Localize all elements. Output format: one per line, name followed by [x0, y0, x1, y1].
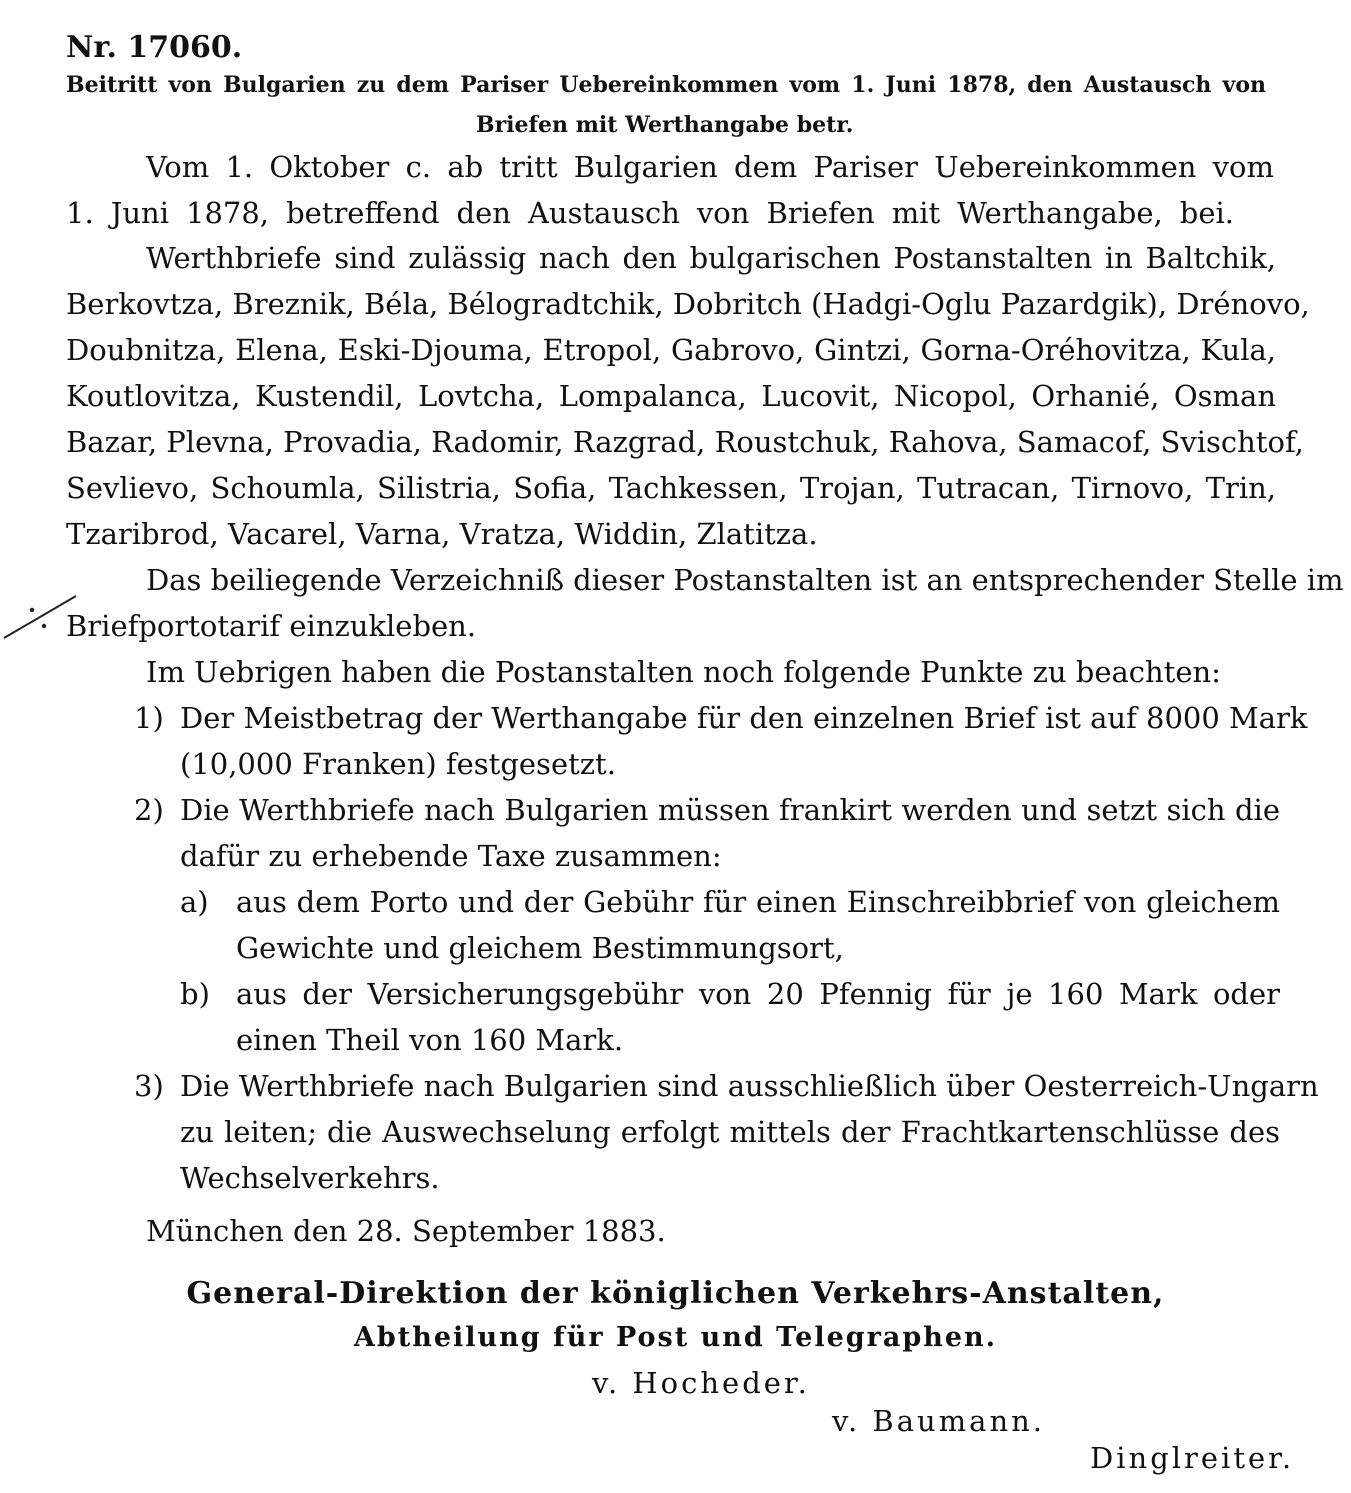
- intro-line-1: Vom 1. Oktober c. ab tritt Bulgarien dem Pariser Uebereinkommen vom: [146, 150, 1274, 184]
- sub-b-line-1: aus der Versicherungsgebühr von 20 Pfennig für je 160 Mark oder: [236, 977, 1280, 1011]
- intro-line-2: 1. Juni 1878, betreffend den Austausch von Briefen mit Werthangabe, bei.: [66, 196, 1234, 230]
- points-intro: Im Uebrigen haben die Postanstalten noch folgende Punkte zu beachten:: [146, 655, 1221, 689]
- signature-dinglreiter: Dinglreiter.: [1090, 1441, 1295, 1475]
- closing-date: München den 28. September 1883.: [146, 1214, 666, 1248]
- check-mark-icon: [0, 592, 80, 642]
- point-3-line-2: zu leiten; die Auswechselung erfolgt mittels der Frachtkartenschlüsse des: [180, 1115, 1280, 1149]
- sub-b-label: b): [180, 977, 210, 1011]
- sub-b-line-2: einen Theil von 160 Mark.: [236, 1023, 624, 1057]
- offices-line-5: Bazar, Plevna, Provadia, Radomir, Razgrad, Roustchuk, Rahova, Samacof, Svischtof,: [66, 425, 1304, 459]
- directory-line-2: Briefportotarif einzukleben.: [66, 609, 477, 643]
- point-3-number: 3): [134, 1069, 164, 1103]
- subject-line-1: Beitritt von Bulgarien zu dem Pariser Uebereinkommen vom 1. Juni 1878, den Austausch von: [66, 72, 1266, 98]
- point-2-number: 2): [134, 793, 164, 827]
- signature-hocheder: v. Hocheder.: [592, 1366, 810, 1400]
- sub-a-line-2: Gewichte und gleichem Bestimmungsort,: [236, 931, 844, 965]
- offices-line-7: Tzaribrod, Vacarel, Varna, Vratza, Widdin, Zlatitza.: [66, 517, 818, 551]
- point-2-line-2: dafür zu erhebende Taxe zusammen:: [180, 839, 722, 873]
- sub-a-label: a): [180, 885, 209, 919]
- authority-line-2: Abtheilung für Post und Telegraphen.: [353, 1322, 998, 1353]
- offices-line-1: Werthbriefe sind zulässig nach den bulgarischen Postanstalten in Baltchik,: [146, 241, 1276, 275]
- offices-line-4: Koutlovitza, Kustendil, Lovtcha, Lompalanca, Lucovit, Nicopol, Orhanié, Osman: [66, 379, 1276, 413]
- signature-baumann: v. Baumann.: [832, 1404, 1046, 1438]
- offices-line-3: Doubnitza, Elena, Eski-Djouma, Etropol, Gabrovo, Gintzi, Gorna-Oréhovitza, Kula,: [66, 333, 1276, 367]
- sub-a-line-1: aus dem Porto und der Gebühr für einen Einschreibbrief von gleichem: [236, 885, 1280, 919]
- point-1-line-1: Der Meistbetrag der Werthangabe für den einzelnen Brief ist auf 8000 Mark: [180, 701, 1308, 735]
- directory-line-1: Das beiliegende Verzeichniß dieser Postanstalten ist an entsprechender Stelle im: [146, 563, 1344, 597]
- point-1-line-2: (10,000 Franken) festgesetzt.: [180, 747, 616, 781]
- subject-line-2: Briefen mit Werthangabe betr.: [476, 112, 854, 138]
- point-2-line-1: Die Werthbriefe nach Bulgarien müssen frankirt werden und setzt sich die: [180, 793, 1280, 827]
- point-3-line-1: Die Werthbriefe nach Bulgarien sind ausschließlich über Oesterreich-Ungarn: [180, 1069, 1319, 1103]
- point-1-number: 1): [134, 701, 164, 735]
- authority-line-1: General-Direktion der königlichen Verkehrs-Anstalten,: [186, 1276, 1165, 1311]
- document-number: Nr. 17060.: [66, 30, 243, 65]
- point-3-line-3: Wechselverkehrs.: [180, 1161, 440, 1195]
- offices-line-6: Sevlievo, Schoumla, Silistria, Sofia, Tachkessen, Trojan, Tutracan, Tirnovo, Trin,: [66, 471, 1276, 505]
- offices-line-2: Berkovtza, Breznik, Béla, Bélogradtchik, Dobritch (Hadgi-Oglu Pazardgik), Drénovo,: [66, 287, 1310, 321]
